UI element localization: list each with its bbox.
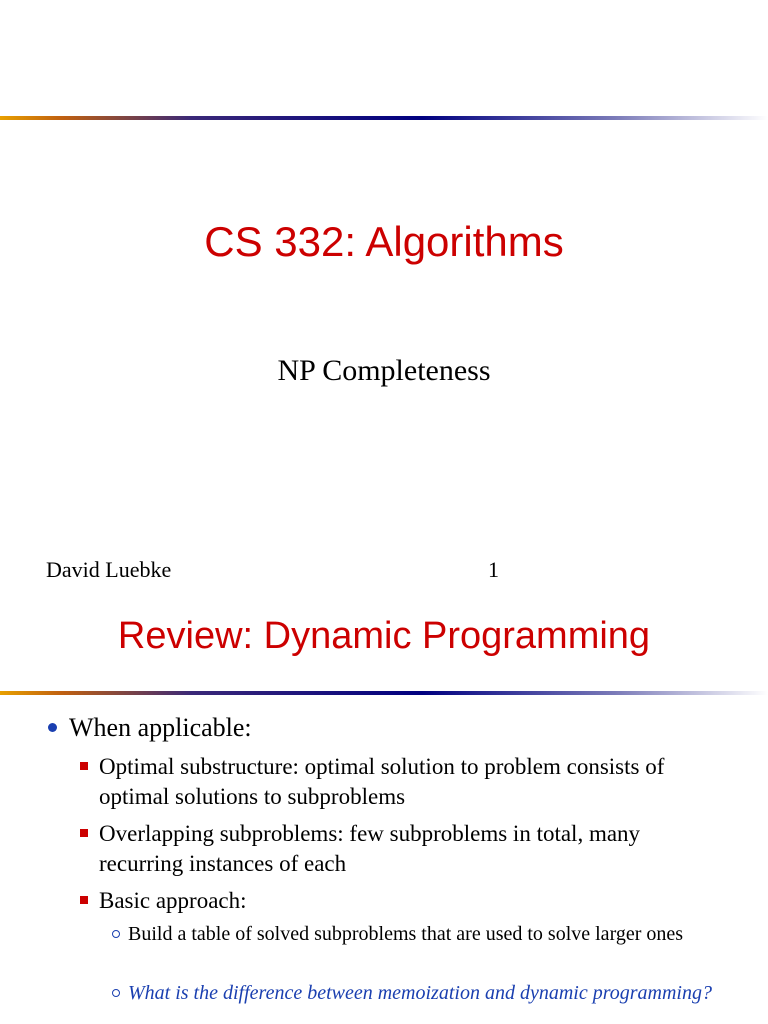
sub-sub-bullet-item xyxy=(112,921,712,948)
sub-bullet-item xyxy=(80,886,720,916)
sub-sub-bullet-text: What is the difference between memoization and dynamic programming? xyxy=(128,982,712,1004)
sub-bullet-text: Overlapping subproblems: few subproblems in total, many recurring instances of each xyxy=(99,821,641,876)
slide-2 xyxy=(0,585,768,1024)
slide-subtitle: NP Completeness xyxy=(277,354,491,387)
circle-bullet-icon xyxy=(112,930,120,938)
header-gradient-bar xyxy=(0,691,768,695)
page-number: 1 xyxy=(488,557,499,582)
square-bullet-icon xyxy=(80,829,88,837)
header-gradient-bar xyxy=(0,116,768,120)
bullet-item xyxy=(48,713,252,743)
slide-title: CS 332: Algorithms xyxy=(204,218,564,265)
sub-bullet-item xyxy=(80,819,720,879)
sub-sub-bullet-text: Build a table of solved subproblems that are used to solve larger ones xyxy=(128,923,684,945)
sub-bullet-item xyxy=(80,752,720,812)
slide-title: Review: Dynamic Programming xyxy=(117,615,651,657)
sub-bullet-text: Optimal substructure: optimal solution to problem consists of optimal solutions to subproblems xyxy=(99,754,665,809)
author-name: David Luebke xyxy=(46,557,172,582)
circle-bullet-icon xyxy=(112,989,120,997)
sub-sub-bullet-item xyxy=(112,980,712,1007)
square-bullet-icon xyxy=(80,896,88,904)
square-bullet-icon xyxy=(80,762,88,770)
sub-bullet-text: Basic approach: xyxy=(99,888,247,913)
bullet-text: When applicable: xyxy=(69,713,252,742)
bullet-dot-icon xyxy=(48,723,57,732)
